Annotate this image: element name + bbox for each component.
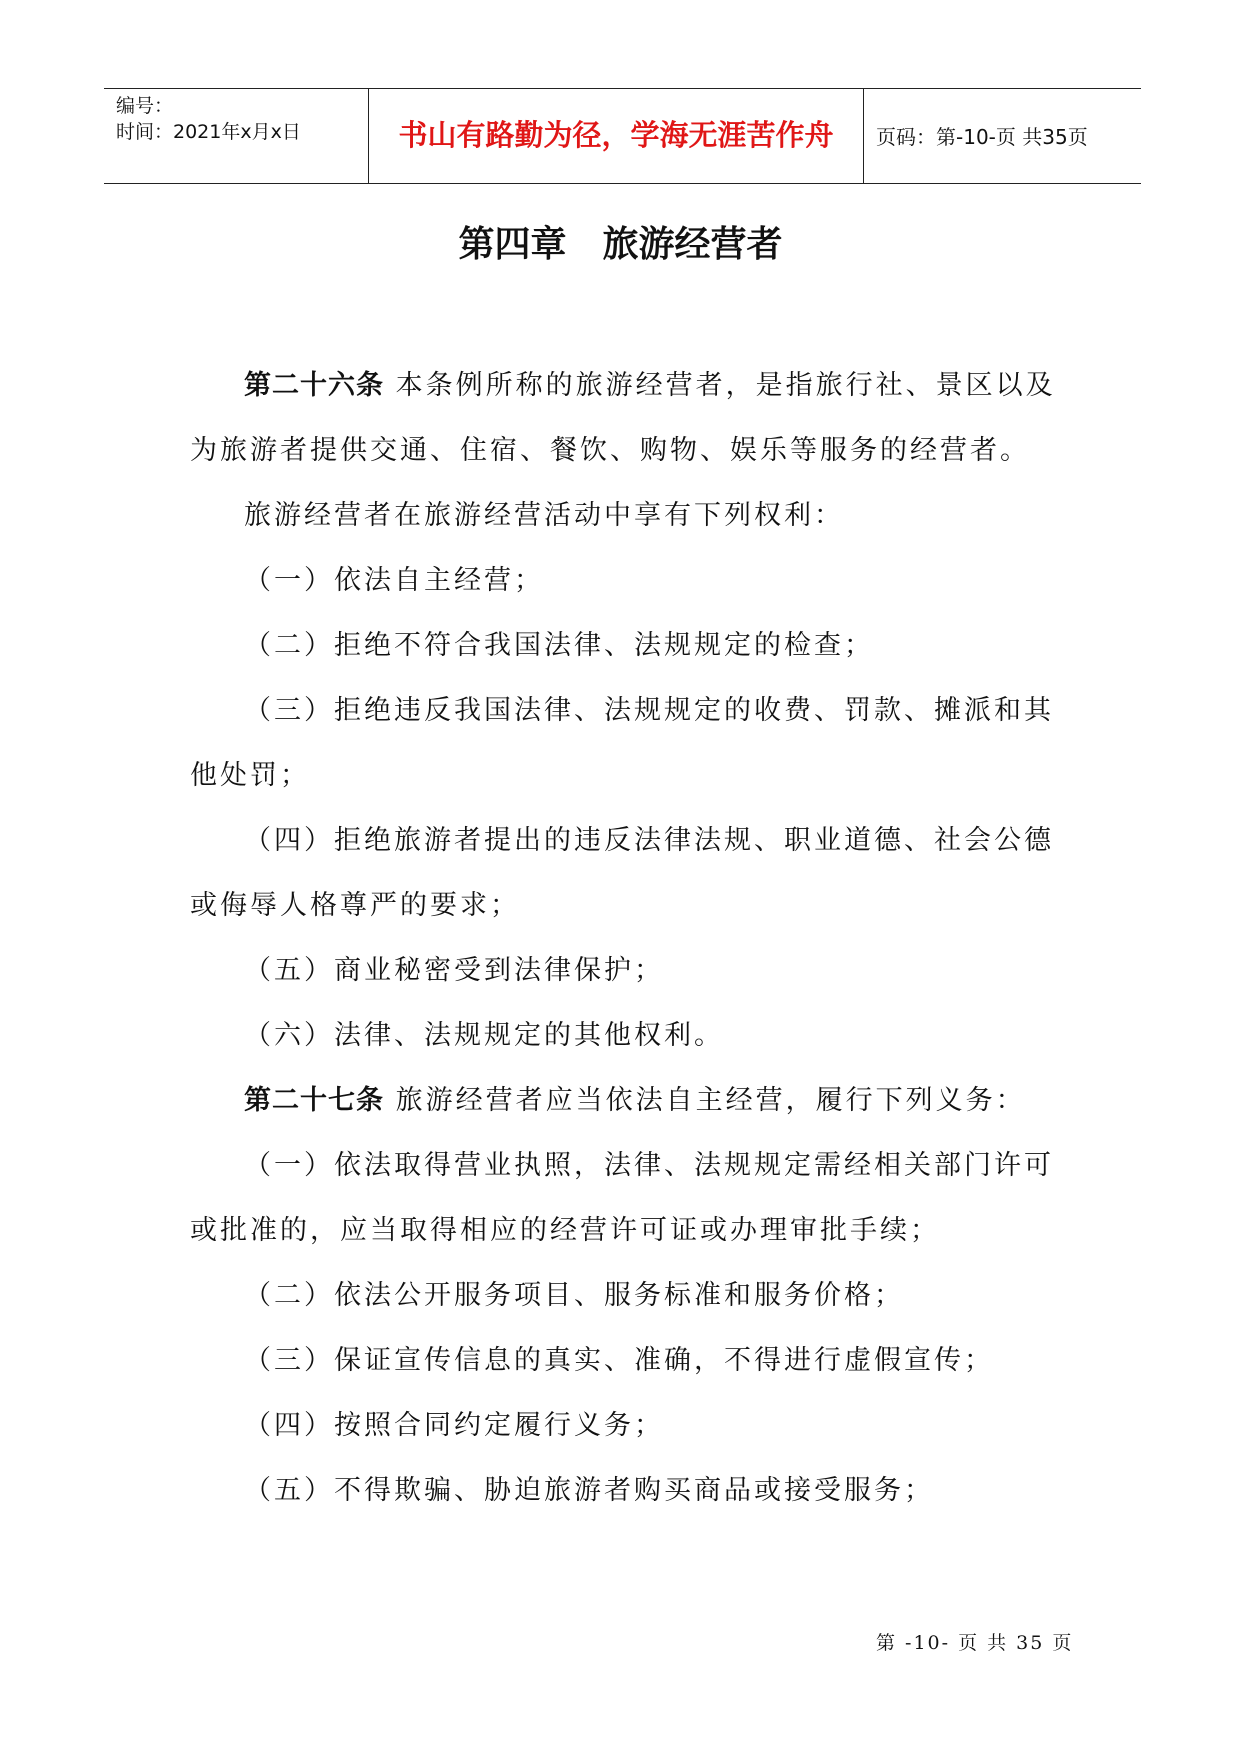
paragraph-text: （一）依法取得营业执照，法律、法规规定需经相关部门许可或批准的，应当取得相应的经营许可证或办理审批手续； [190, 1150, 1054, 1246]
header-motto-cell [369, 89, 864, 183]
chapter-title: 第四章 旅游经营者 [458, 223, 783, 265]
page-header [104, 88, 1141, 184]
page-footer: 第 -10- 页 共 35 页 [876, 1632, 1074, 1654]
page-info: 页码：第-10-页 共35页 [876, 125, 1088, 149]
paragraph [190, 1003, 1060, 1068]
paragraph [190, 1263, 1060, 1328]
paragraph-text: 旅游经营者应当依法自主经营，履行下列义务： [384, 1085, 1026, 1116]
paragraph [190, 353, 1060, 483]
time-label: 时间：2021年x月x日 [116, 121, 301, 143]
paragraph [190, 1458, 1060, 1523]
header-meta-cell [104, 89, 369, 183]
number-label: 编号： [116, 95, 174, 117]
paragraph-text: （四）拒绝旅游者提出的违反法律法规、职业道德、社会公德或侮辱人格尊严的要求； [190, 825, 1054, 921]
paragraph-text: 本条例所称的旅游经营者，是指旅行社、景区以及为旅游者提供交通、住宿、餐饮、购物、娱乐等服务的经营者。 [190, 370, 1056, 466]
paragraph-text: （四）按照合同约定履行义务； [244, 1410, 664, 1441]
paragraph [190, 1068, 1060, 1133]
paragraph [190, 483, 1060, 548]
paragraph-text: 旅游经营者在旅游经营活动中享有下列权利： [244, 500, 844, 531]
paragraph-text: （二）依法公开服务项目、服务标准和服务价格； [244, 1280, 904, 1311]
motto: 书山有路勤为径，学海无涯苦作舟 [398, 118, 834, 152]
paragraph [190, 613, 1060, 678]
paragraph [190, 1133, 1060, 1263]
paragraph [190, 548, 1060, 613]
article-number: 第二十六条 [244, 370, 384, 401]
paragraph [190, 1393, 1060, 1458]
paragraph-text: （五）商业秘密受到法律保护； [244, 955, 664, 986]
paragraph-text: （一）依法自主经营； [244, 565, 544, 596]
article-number: 第二十七条 [244, 1085, 384, 1116]
paragraph [190, 1328, 1060, 1393]
paragraph-text: （二）拒绝不符合我国法律、法规规定的检查； [244, 630, 874, 661]
header-page-cell [864, 89, 1141, 183]
paragraph-text: （三）保证宣传信息的真实、准确，不得进行虚假宣传； [244, 1345, 994, 1376]
paragraph [190, 938, 1060, 1003]
paragraph [190, 678, 1060, 808]
paragraph-text: （三）拒绝违反我国法律、法规规定的收费、罚款、摊派和其他处罚； [190, 695, 1054, 791]
paragraph-text: （六）法律、法规规定的其他权利。 [244, 1020, 724, 1051]
paragraph [190, 808, 1060, 938]
paragraph-text: （五）不得欺骗、胁迫旅游者购买商品或接受服务； [244, 1475, 934, 1506]
document-body [190, 353, 1060, 1523]
